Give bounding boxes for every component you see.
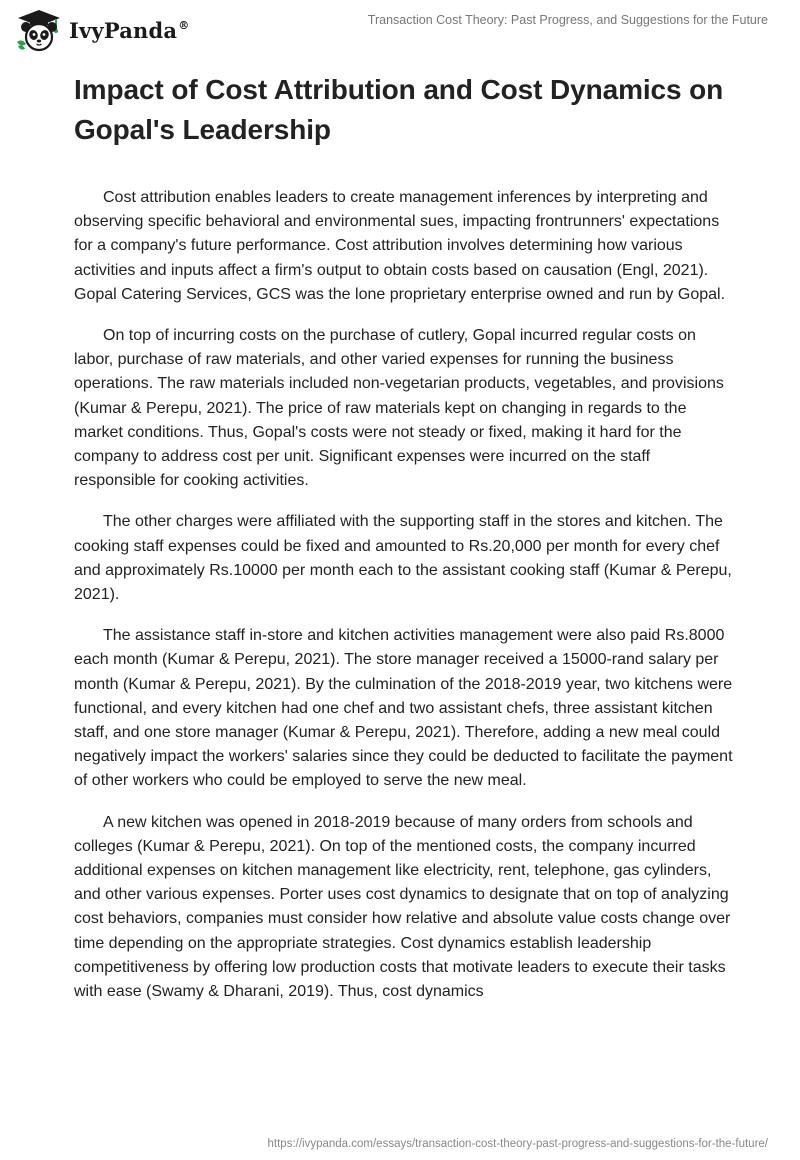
- source-url-link[interactable]: https://ivypanda.com/essays/transaction-cost-theory-past-progress-and-suggestions-for-the-future/: [267, 1138, 768, 1150]
- registered-mark: ®: [178, 18, 190, 32]
- paragraph-2: On top of incurring costs on the purchase of cutlery, Gopal incurred regular costs on labor, purchase of raw materials, and other varied expenses for running the business operations. The raw materials included non-vegetarian products, vegetables, and provisions (Kumar & Perepu, 2021). The price of raw materials kept on changing in regards to the market conditions. Thus, Gopal's costs were not steady or fixed, making it hard for the company to address cost per unit. Significant expenses were incurred on the staff responsible for cooking activities.: [74, 327, 724, 490]
- paragraph-3: The other charges were affiliated with the supporting staff in the stores and kitchen. The cooking staff expenses could be fixed and amounted to Rs.20,000 per month for every chef and approximately Rs.10000 per month each to the assistant cooking staff (Kumar & Perepu, 2021).: [74, 513, 732, 604]
- paragraph-4: The assistance staff in-store and kitchen activities management were also paid Rs.8000 each month (Kumar & Perepu, 2021). The store manager received a 15000-rand salary per month (Kumar & Perepu, 2021). By the culmination of the 2018-2019 year, two kitchens were functional, and every kitchen had one chef and two assistant chefs, three assistant kitchen staff, and one store manager (Kumar & Perepu, 2021). Therefore, adding a new meal could negatively impact the workers' salaries since they could be deducted to facilitate the payment of other workers who could be employed to serve the new meal.: [74, 627, 733, 790]
- document-title: Transaction Cost Theory: Past Progress, and Suggestions for the Future: [367, 13, 768, 27]
- logo-text: IvyPanda: [69, 17, 178, 43]
- logo-wordmark: [69, 18, 189, 43]
- paragraph-1: Cost attribution enables leaders to create management inferences by interpreting and observing specific behavioral and environmental sues, impacting frontrunners' expectations for a company's future performance. Cost attribution involves determining how various activities and inputs affect a firm's output to obtain costs based on causation (Engl, 2021). Gopal Catering Services, GCS was the lone proprietary enterprise owned and run by Gopal.: [74, 189, 726, 303]
- ivypanda-logo[interactable]: [14, 8, 189, 52]
- page-header: [0, 0, 800, 60]
- panda-graduate-icon: [14, 8, 64, 52]
- article-body: [74, 70, 734, 1021]
- article-heading: Impact of Cost Attribution and Cost Dynamics on Gopal's Leadership: [74, 74, 724, 145]
- paragraph-5: A new kitchen was opened in 2018-2019 because of many orders from schools and colleges (Kumar & Perepu, 2021). On top of the mentioned costs, the company incurred additional expenses on kitchen management like electricity, rent, telephone, gas cylinders, and other various expenses. Porter uses cost dynamics to designate that on top of analyzing cost behaviors, companies must consider how relative and absolute value costs change over time depending on the appropriate strategies. Cost dynamics establish leadership competitiveness by offering low production costs that motivate leaders to execute their tasks with ease (Swamy & Dharani, 2019). Thus, cost dynamics: [74, 813, 731, 1001]
